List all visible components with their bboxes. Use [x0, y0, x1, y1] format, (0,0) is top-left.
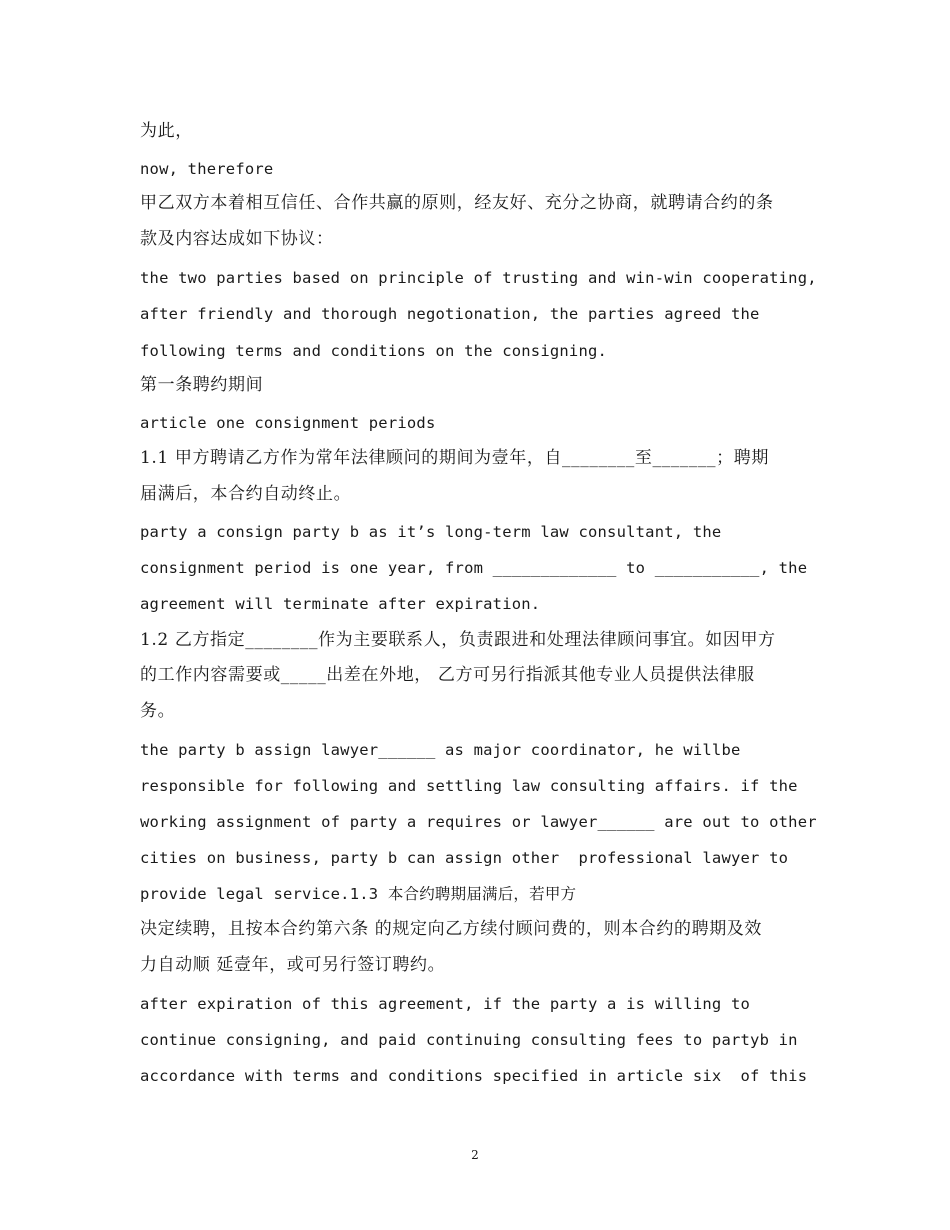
section-heading-en: article one consignment periods: [140, 414, 436, 432]
section-heading: 第一条聘约期间: [140, 375, 264, 395]
text-line: after expiration of this agreement, if the party a is willing to: [140, 995, 751, 1013]
text-line: agreement will terminate after expiration.: [140, 595, 541, 613]
text-line: 务。: [140, 701, 176, 721]
text-line: continue consigning, and paid continuing consulting fees to partyb in: [140, 1031, 798, 1049]
text-line: after friendly and thorough negotionation, the parties agreed the: [140, 305, 760, 323]
text-line: consignment period is one year, from _____________ to ___________, the: [140, 559, 808, 577]
text-line: cities on business, party b can assign other professional lawyer to: [140, 849, 789, 867]
text-line: now, therefore: [140, 160, 274, 178]
text-line: responsible for following and settling law consulting affairs. if the: [140, 777, 798, 795]
text-line: 力自动顺 延壹年，或可另行签订聘约。: [140, 955, 446, 975]
text-line: accordance with terms and conditions specified in article six of this: [140, 1067, 808, 1085]
text-line: the party b assign lawyer______ as major coordinator, he willbe: [140, 741, 741, 759]
text-line: working assignment of party a requires or lawyer______ are out to other: [140, 813, 817, 831]
text-line: 届满后，本合约自动终止。: [140, 484, 352, 504]
text-line: 款及内容达成如下协议：: [140, 229, 334, 249]
text-line: 甲乙双方本着相互信任、合作共赢的原则，经友好、充分之协商，就聘请合约的条: [140, 193, 774, 213]
text-line: the two parties based on principle of trusting and win-win cooperating,: [140, 269, 817, 287]
page-number: 2: [471, 1148, 479, 1162]
text-line: following terms and conditions on the consigning.: [140, 342, 608, 360]
text-line: party a consign party b as it’s long-term law consultant, the: [140, 523, 722, 541]
text-line: provide legal service.1.3 本合约聘期届满后，若甲方: [140, 885, 577, 903]
text-line: 决定续聘，且按本合约第六条 的规定向乙方续付顾问费的，则本合约的聘期及效: [140, 919, 763, 939]
text-line: 的工作内容需要或_____出差在外地， 乙方可另行指派其他专业人员提供法律服: [140, 665, 755, 685]
text-line: 1.1 甲方聘请乙方作为常年法律顾问的期间为壹年，自________至_______；聘期: [140, 448, 769, 468]
text-line: 为此，: [140, 121, 193, 141]
text-line: 1.2 乙方指定________作为主要联系人，负责跟进和处理法律顾问事宜。如因甲方: [140, 630, 776, 650]
